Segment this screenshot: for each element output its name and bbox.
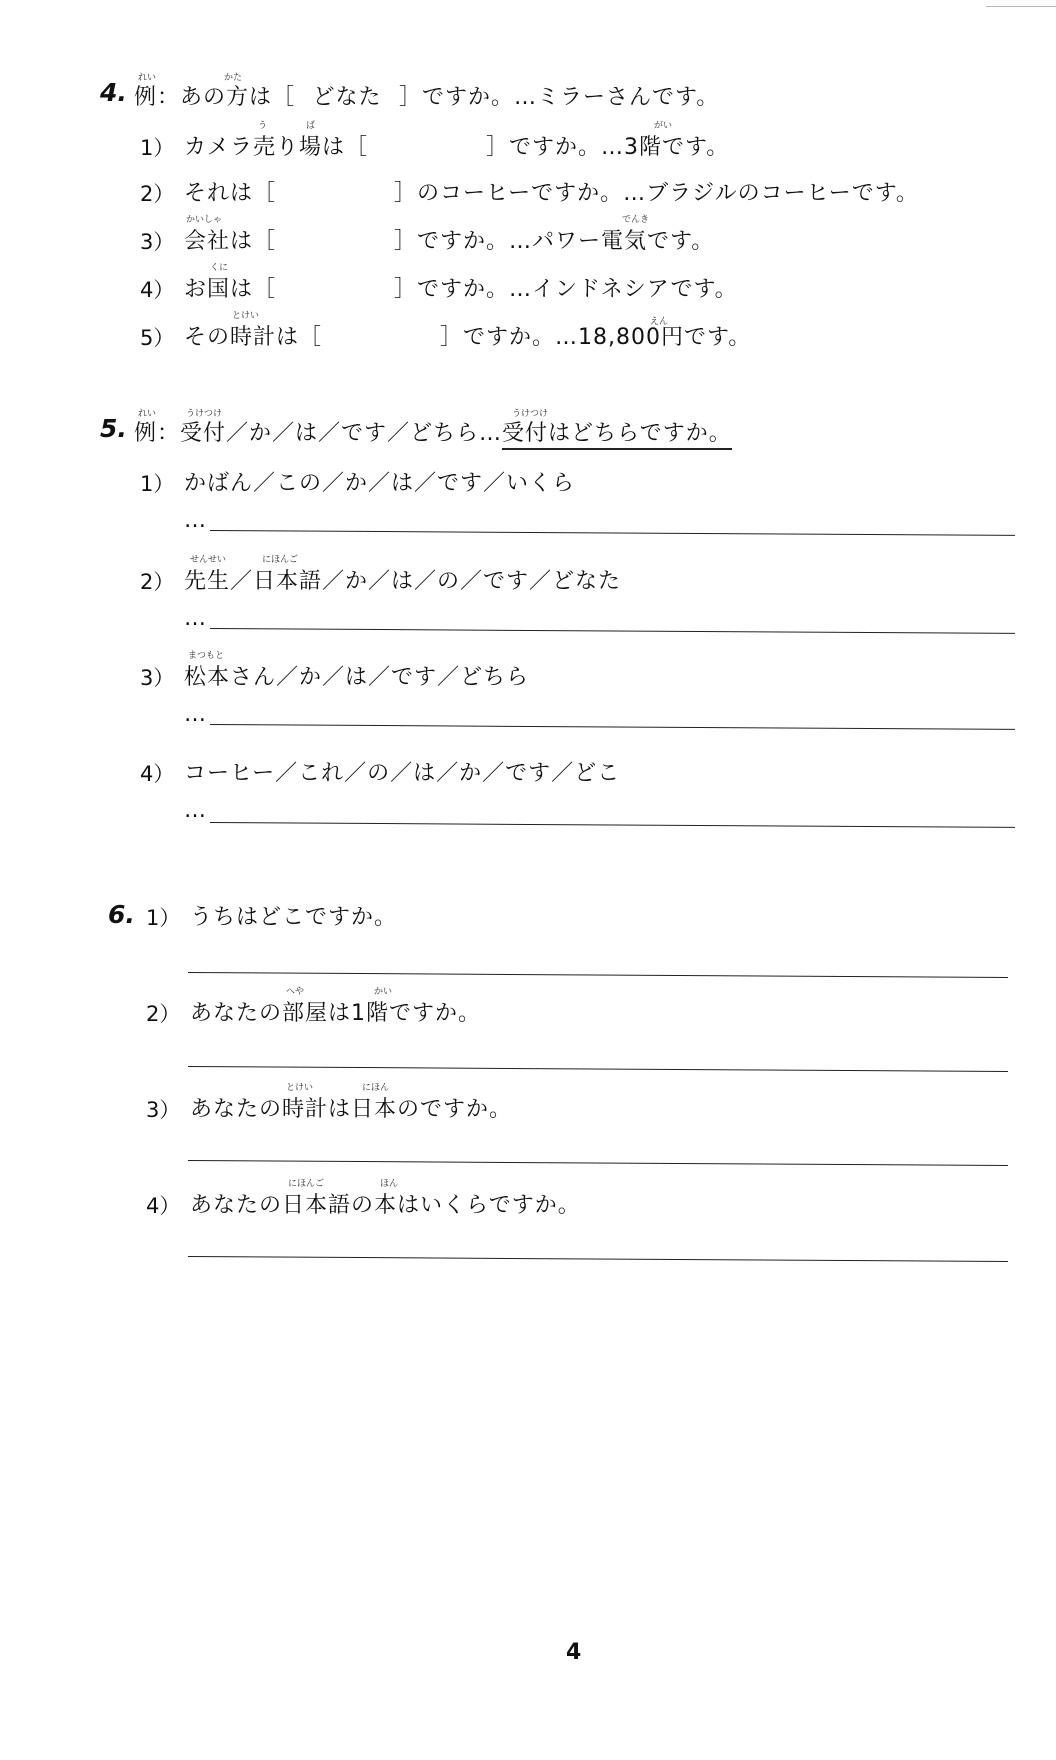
item-number: 5） — [140, 326, 175, 350]
section-4-example — [134, 80, 719, 111]
section-4-item-3-pre: 会社は［ — [184, 229, 277, 254]
item-number: 2） — [140, 570, 175, 594]
section-4-item-4-post: ］ですか。…インドネシアです。 — [394, 277, 738, 302]
section-5-item-2-text: 先生／日本語／か／は／の／です／どなた — [184, 569, 622, 594]
item-number: 4） — [140, 278, 175, 302]
ruby: へや — [286, 987, 305, 997]
item-number: 1） — [140, 472, 175, 496]
section-4-item-1-pre: カメラ売り場は［ — [184, 135, 369, 160]
item-number: 3） — [140, 230, 175, 254]
ruby: がい — [654, 121, 673, 131]
corner-mark — [986, 0, 1056, 7]
ruby: くに — [210, 263, 229, 273]
section-4-item-1-post: ］ですか。…3階です。 — [486, 135, 730, 160]
item-number: 2） — [140, 182, 175, 206]
ruby: かい — [374, 987, 393, 997]
ellipsis: … — [184, 606, 207, 631]
answer-line[interactable] — [210, 822, 1015, 828]
item-number: 4） — [140, 762, 175, 786]
item-number: 1） — [140, 136, 175, 160]
ruby: とけい — [232, 311, 260, 321]
answer-line[interactable] — [188, 1160, 1008, 1166]
item-number: 4） — [146, 1194, 181, 1218]
section-5-item-1-text: かばん／この／か／は／です／いくら — [184, 471, 576, 496]
ruby: せんせい — [190, 555, 227, 565]
section-6-item-1-text: うちはどこですか。 — [190, 905, 398, 930]
ruby-uketsuke: うけつけ — [186, 409, 223, 419]
item-number: 2） — [146, 1002, 181, 1026]
section-5-item-3-text: 松本さん／か／は／です／どちら — [184, 665, 530, 690]
section-5-number: 5. — [100, 414, 127, 443]
item-number: 3） — [140, 666, 175, 690]
ruby-rei: れい — [138, 409, 157, 419]
ruby: う — [258, 121, 268, 131]
example-label: 例： — [134, 421, 181, 446]
ruby: ほん — [380, 1179, 399, 1189]
answer-line[interactable] — [210, 724, 1015, 730]
section-6-item-2-text: あなたの部屋は1階ですか。 — [190, 1001, 481, 1026]
ruby: でんき — [622, 215, 650, 225]
section-4-number: 4. — [100, 78, 127, 107]
ruby: にほんご — [262, 555, 299, 565]
example-words: 受付／か／は／です／どちら… — [180, 421, 503, 446]
section-5-item-4-text: コーヒー／これ／の／は／か／です／どこ — [184, 761, 621, 786]
example-post: ］ですか。…ミラーさんです。 — [399, 85, 720, 110]
section-4-item-2-post: ］のコーヒーですか。…ブラジルのコーヒーです。 — [394, 181, 919, 206]
section-5-example — [134, 416, 732, 447]
example-answer: 受付はどちらですか。 — [502, 421, 732, 450]
example-answer: どなた — [312, 85, 382, 110]
section-4-item-3-post: ］ですか。…パワー電気です。 — [394, 229, 715, 254]
ruby: ば — [306, 121, 316, 131]
ellipsis: … — [184, 798, 207, 823]
ruby: かいしゃ — [186, 215, 223, 225]
section-6-number: 6. — [108, 900, 135, 929]
ruby: えん — [650, 317, 669, 327]
ruby: にほんご — [288, 1179, 325, 1189]
answer-line[interactable] — [188, 972, 1008, 978]
section-4-item-5-post: ］ですか。…18,800円です。 — [440, 325, 752, 350]
example-label: 例： — [134, 85, 181, 110]
ruby: にほん — [362, 1083, 390, 1093]
ruby-uketsuke: うけつけ — [512, 409, 549, 419]
ruby: まつもと — [188, 651, 225, 661]
section-4-item-2-pre: それは［ — [184, 181, 277, 206]
item-number: 1） — [146, 906, 181, 930]
ellipsis: … — [184, 508, 207, 533]
ruby-kata: かた — [224, 73, 243, 83]
ellipsis: … — [184, 702, 207, 727]
answer-line[interactable] — [188, 1256, 1008, 1262]
section-4-item-4-pre: お国は［ — [184, 277, 277, 302]
section-4-item-5-pre: その時計は［ — [184, 325, 323, 350]
answer-line[interactable] — [210, 530, 1015, 536]
section-6-item-4-text: あなたの日本語の本はいくらですか。 — [190, 1193, 581, 1218]
ruby: とけい — [286, 1083, 314, 1093]
ruby-rei: れい — [138, 73, 157, 83]
item-number: 3） — [146, 1098, 181, 1122]
example-pre: あの方は［ — [180, 85, 296, 110]
answer-line[interactable] — [188, 1066, 1008, 1072]
answer-line[interactable] — [210, 628, 1015, 634]
page-number: 4 — [566, 1640, 582, 1665]
section-6-item-3-text: あなたの時計は日本のですか。 — [190, 1097, 513, 1122]
